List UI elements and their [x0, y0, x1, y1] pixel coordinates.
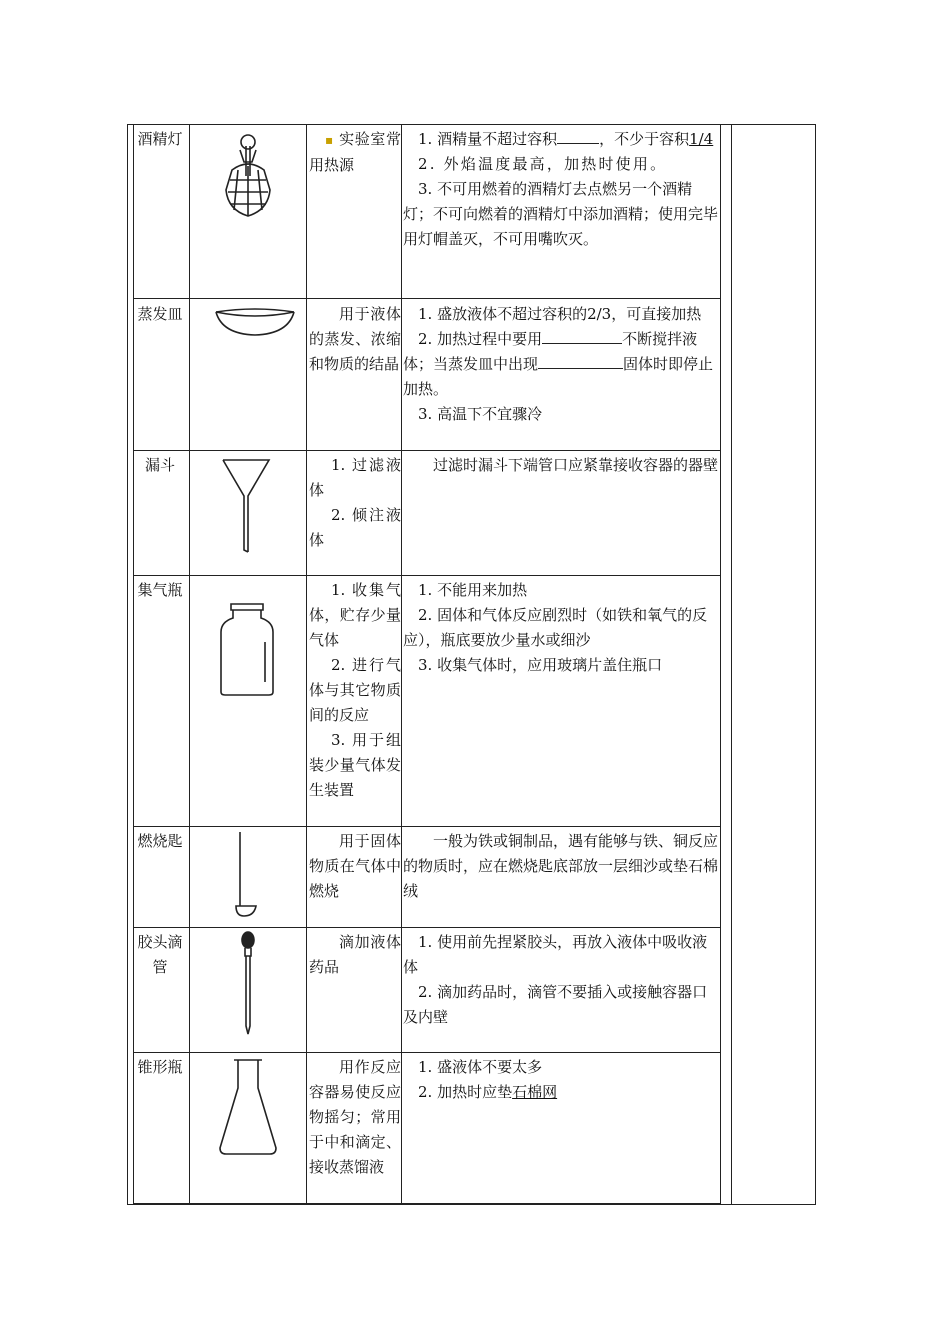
mark-dot: ▪ — [325, 133, 334, 147]
combustion-spoon-icon — [230, 830, 264, 920]
row-name: 胶头滴管 — [137, 933, 183, 976]
notes-cell: 1. 盛液体不要太多 2. 加热时应垫石棉网 — [418, 1058, 558, 1101]
usage-cell: 1. 过滤液体 2. 倾注液体 — [309, 456, 401, 549]
conical-flask-icon — [216, 1058, 280, 1158]
row-name: 漏斗 — [144, 456, 175, 474]
fill-blank — [542, 327, 622, 344]
notes-cell: 1. 酒精量不超过容积 ，不少于容积1/4 2. 外焰温度最高，加热时使用。 3. 不可用燃着的酒精灯去点燃另一个酒精灯；不可向燃着的酒精灯中添加酒精；使用完毕用灯帽盖灭，不可用嘴吹灭。 — [403, 127, 719, 252]
dropper-icon — [236, 930, 260, 1036]
notes-cell: 1. 盛放液体不超过容积的2/3，可直接加热 2. 加热过程中要用 不断搅拌液体；当蒸发皿中出现 固体时即停止加热。 3. 高温下不宜骤冷 — [403, 305, 714, 423]
col-divider — [133, 124, 134, 1205]
row-divider — [133, 1203, 721, 1204]
evaporating-dish-icon — [212, 304, 298, 338]
usage-cell: 1. 收集气体，贮存少量气体 2. 进行气体与其它物质间的反应 3. 用于组装少量气体发生装置 — [309, 581, 401, 799]
notes-cell: 一般为铁或铜制品，遇有能够与铁、铜反应的物质时，应在燃烧匙底部放一层细沙或垫石棉绒 — [403, 832, 719, 900]
fill-blank — [538, 352, 623, 369]
col-divider — [401, 124, 402, 1205]
col-divider — [720, 124, 721, 1205]
row-divider — [133, 1052, 721, 1053]
notes-cell: 1. 不能用来加热 2. 固体和气体反应剧烈时（如铁和氧气的反应），瓶底要放少量水或细沙 3. 收集气体时，应用玻璃片盖住瓶口 — [403, 581, 708, 674]
row-name: 集气瓶 — [137, 581, 183, 599]
fill-blank — [557, 127, 599, 144]
alcohol-lamp-icon — [220, 130, 276, 220]
row-divider — [133, 450, 721, 451]
row-divider — [133, 826, 721, 827]
usage-cell: ▪ 实验室常用热源 — [309, 130, 401, 174]
row-name: 燃烧匙 — [137, 832, 183, 850]
row-divider — [133, 298, 721, 299]
usage-cell: 用于液体的蒸发、浓缩和物质的结晶 — [309, 305, 401, 373]
gas-jar-icon — [217, 602, 277, 698]
usage-cell: 滴加液体药品 — [309, 933, 401, 976]
funnel-icon — [220, 456, 272, 556]
notes-cell: 1. 使用前先捏紧胶头，再放入液体中吸收液体 2. 滴加药品时，滴管不要插入或接触容器口及内壁 — [403, 933, 708, 1026]
row-name: 酒精灯 — [137, 130, 183, 148]
row-divider — [133, 927, 721, 928]
row-name: 锥形瓶 — [137, 1058, 183, 1076]
row-name: 蒸发皿 — [137, 305, 183, 323]
usage-cell: 用于固体物质在气体中燃烧 — [309, 832, 401, 900]
col-divider — [731, 124, 732, 1205]
row-divider — [133, 575, 721, 576]
col-divider — [189, 124, 190, 1205]
notes-cell: 过滤时漏斗下端管口应紧靠接收容器的器壁 — [433, 456, 719, 474]
usage-cell: 用作反应容器易使反应物摇匀；常用于中和滴定、接收蒸馏液 — [309, 1058, 401, 1176]
col-divider — [306, 124, 307, 1205]
